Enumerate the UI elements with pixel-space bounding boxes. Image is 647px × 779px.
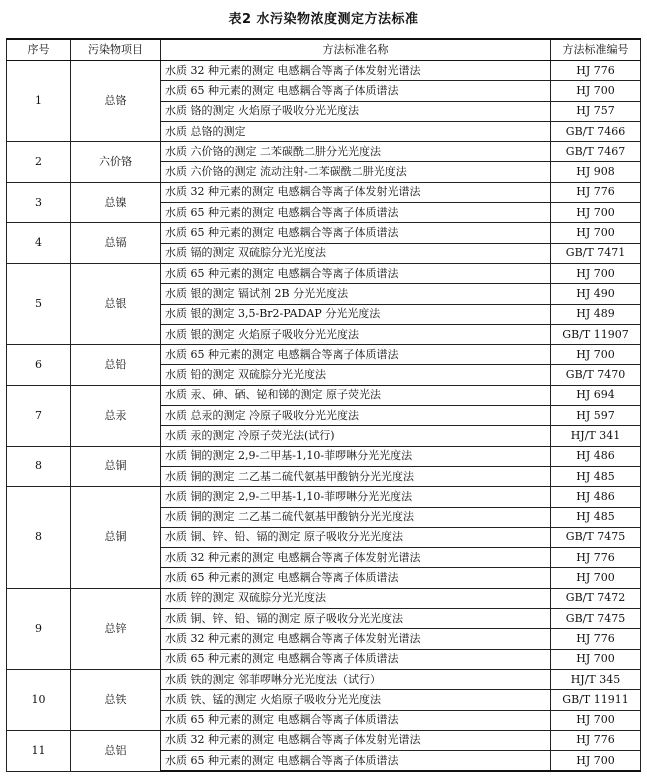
cell-standard-code: GB/T 7475 <box>551 527 641 547</box>
cell-standard-code: HJ 700 <box>551 345 641 365</box>
cell-method-name: 水质 32 种元素的测定 电感耦合等离子体发射光谱法 <box>161 182 551 202</box>
cell-method-name: 水质 32 种元素的测定 电感耦合等离子体发射光谱法 <box>161 548 551 568</box>
table-row <box>7 588 641 608</box>
cell-method-name: 水质 铜的测定 2,9-二甲基-1,10-菲啰啉分光光度法 <box>161 446 551 466</box>
cell-method-name: 水质 65 种元素的测定 电感耦合等离子体质谱法 <box>161 568 551 588</box>
cell-method-name: 水质 32 种元素的测定 电感耦合等离子体发射光谱法 <box>161 730 551 750</box>
cell-standard-code: HJ 485 <box>551 507 641 527</box>
cell-standard-code: HJ 485 <box>551 466 641 486</box>
cell-pollutant: 总铝 <box>71 730 161 771</box>
cell-no: 3 <box>7 182 71 223</box>
cell-standard-code: HJ 694 <box>551 385 641 405</box>
cell-method-name: 水质 32 种元素的测定 电感耦合等离子体发射光谱法 <box>161 61 551 81</box>
cell-method-name: 水质 铜、锌、铅、镉的测定 原子吸收分光光度法 <box>161 527 551 547</box>
cell-no: 11 <box>7 730 71 771</box>
cell-no: 8 <box>7 446 71 487</box>
table-title: 表2 水污染物浓度测定方法标准 <box>228 12 419 27</box>
table-row <box>7 669 641 689</box>
cell-method-name: 水质 镉的测定 双硫腙分光光度法 <box>161 243 551 263</box>
cell-method-name: 水质 65 种元素的测定 电感耦合等离子体质谱法 <box>161 649 551 669</box>
cell-standard-code: HJ 700 <box>551 751 641 772</box>
cell-standard-code: HJ 776 <box>551 629 641 649</box>
cell-method-name: 水质 银的测定 火焰原子吸收分光光度法 <box>161 324 551 344</box>
cell-no: 5 <box>7 263 71 344</box>
table-row <box>7 487 641 507</box>
cell-method-name: 水质 汞、砷、硒、铋和锑的测定 原子荧光法 <box>161 385 551 405</box>
cell-pollutant: 总铅 <box>71 345 161 386</box>
table-row <box>7 385 641 405</box>
cell-standard-code: HJ 700 <box>551 649 641 669</box>
cell-method-name: 水质 32 种元素的测定 电感耦合等离子体发射光谱法 <box>161 629 551 649</box>
cell-method-name: 水质 锌的测定 双硫腙分光光度法 <box>161 588 551 608</box>
table-row <box>7 263 641 283</box>
cell-method-name: 水质 65 种元素的测定 电感耦合等离子体质谱法 <box>161 223 551 243</box>
cell-standard-code: GB/T 7472 <box>551 588 641 608</box>
cell-no: 6 <box>7 345 71 386</box>
cell-method-name: 水质 65 种元素的测定 电感耦合等离子体质谱法 <box>161 751 551 772</box>
header-no: 序号 <box>7 39 71 61</box>
cell-pollutant: 总镍 <box>71 182 161 223</box>
cell-method-name: 水质 铅的测定 双硫腙分光光度法 <box>161 365 551 385</box>
cell-no: 8 <box>7 487 71 588</box>
cell-standard-code: HJ 908 <box>551 162 641 182</box>
cell-method-name: 水质 65 种元素的测定 电感耦合等离子体质谱法 <box>161 710 551 730</box>
cell-standard-code: HJ 776 <box>551 61 641 81</box>
cell-standard-code: GB/T 11911 <box>551 690 641 710</box>
cell-standard-code: HJ 776 <box>551 730 641 750</box>
cell-method-name: 水质 铜、锌、铅、镉的测定 原子吸收分光光度法 <box>161 609 551 629</box>
cell-no: 1 <box>7 61 71 142</box>
cell-standard-code: HJ 597 <box>551 406 641 426</box>
cell-standard-code: HJ 700 <box>551 710 641 730</box>
cell-pollutant: 总银 <box>71 263 161 344</box>
table-body <box>7 61 641 772</box>
cell-standard-code: GB/T 7470 <box>551 365 641 385</box>
table-row <box>7 730 641 750</box>
table-row <box>7 446 641 466</box>
cell-no: 7 <box>7 385 71 446</box>
table-row <box>7 182 641 202</box>
cell-standard-code: HJ 489 <box>551 304 641 324</box>
cell-no: 2 <box>7 142 71 183</box>
cell-method-name: 水质 65 种元素的测定 电感耦合等离子体质谱法 <box>161 81 551 101</box>
cell-method-name: 水质 银的测定 3,5-Br2-PADAP 分光光度法 <box>161 304 551 324</box>
cell-standard-code: GB/T 7475 <box>551 609 641 629</box>
cell-method-name: 水质 总汞的测定 冷原子吸收分光光度法 <box>161 406 551 426</box>
cell-standard-code: HJ 776 <box>551 548 641 568</box>
cell-standard-code: HJ 486 <box>551 446 641 466</box>
cell-method-name: 水质 铜的测定 2,9-二甲基-1,10-菲啰啉分光光度法 <box>161 487 551 507</box>
cell-standard-code: HJ/T 345 <box>551 669 641 689</box>
cell-method-name: 水质 总铬的测定 <box>161 121 551 141</box>
cell-pollutant: 总铬 <box>71 61 161 142</box>
cell-standard-code: HJ 700 <box>551 203 641 223</box>
cell-pollutant: 总锌 <box>71 588 161 669</box>
header-code: 方法标准编号 <box>551 39 641 61</box>
cell-standard-code: HJ 700 <box>551 263 641 283</box>
cell-pollutant: 六价铬 <box>71 142 161 183</box>
cell-method-name: 水质 铁的测定 邻菲啰啉分光光度法（试行） <box>161 669 551 689</box>
cell-method-name: 水质 汞的测定 冷原子荧光法(试行) <box>161 426 551 446</box>
cell-standard-code: HJ 700 <box>551 568 641 588</box>
cell-method-name: 水质 65 种元素的测定 电感耦合等离子体质谱法 <box>161 345 551 365</box>
cell-method-name: 水质 65 种元素的测定 电感耦合等离子体质谱法 <box>161 263 551 283</box>
table-row <box>7 345 641 365</box>
cell-method-name: 水质 铜的测定 二乙基二硫代氨基甲酸钠分光光度法 <box>161 466 551 486</box>
header-method: 方法标准名称 <box>161 39 551 61</box>
cell-standard-code: HJ 776 <box>551 182 641 202</box>
cell-method-name: 水质 银的测定 镉试剂 2B 分光光度法 <box>161 284 551 304</box>
cell-standard-code: HJ 486 <box>551 487 641 507</box>
cell-method-name: 水质 铜的测定 二乙基二硫代氨基甲酸钠分光光度法 <box>161 507 551 527</box>
cell-standard-code: GB/T 7466 <box>551 121 641 141</box>
cell-pollutant: 总铜 <box>71 446 161 487</box>
cell-standard-code: GB/T 7471 <box>551 243 641 263</box>
cell-no: 10 <box>7 669 71 730</box>
cell-standard-code: GB/T 11907 <box>551 324 641 344</box>
cell-standard-code: HJ/T 341 <box>551 426 641 446</box>
table-header <box>7 39 641 61</box>
cell-method-name: 水质 铁、锰的测定 火焰原子吸收分光光度法 <box>161 690 551 710</box>
header-row <box>7 39 641 61</box>
cell-standard-code: HJ 700 <box>551 81 641 101</box>
table-row <box>7 61 641 81</box>
cell-standard-code: HJ 490 <box>551 284 641 304</box>
cell-method-name: 水质 六价铬的测定 二苯碳酰二肼分光光度法 <box>161 142 551 162</box>
header-item: 污染物项目 <box>71 39 161 61</box>
table-row <box>7 223 641 243</box>
cell-method-name: 水质 铬的测定 火焰原子吸收分光光度法 <box>161 101 551 121</box>
table-row <box>7 142 641 162</box>
cell-method-name: 水质 六价铬的测定 流动注射-二苯碳酰二肼光度法 <box>161 162 551 182</box>
cell-no: 9 <box>7 588 71 669</box>
cell-pollutant: 总铁 <box>71 669 161 730</box>
cell-pollutant: 总镉 <box>71 223 161 264</box>
cell-method-name: 水质 65 种元素的测定 电感耦合等离子体质谱法 <box>161 203 551 223</box>
cell-standard-code: HJ 757 <box>551 101 641 121</box>
cell-pollutant: 总汞 <box>71 385 161 446</box>
cell-pollutant: 总铜 <box>71 487 161 588</box>
standards-table <box>6 38 641 772</box>
cell-no: 4 <box>7 223 71 264</box>
cell-standard-code: GB/T 7467 <box>551 142 641 162</box>
cell-standard-code: HJ 700 <box>551 223 641 243</box>
